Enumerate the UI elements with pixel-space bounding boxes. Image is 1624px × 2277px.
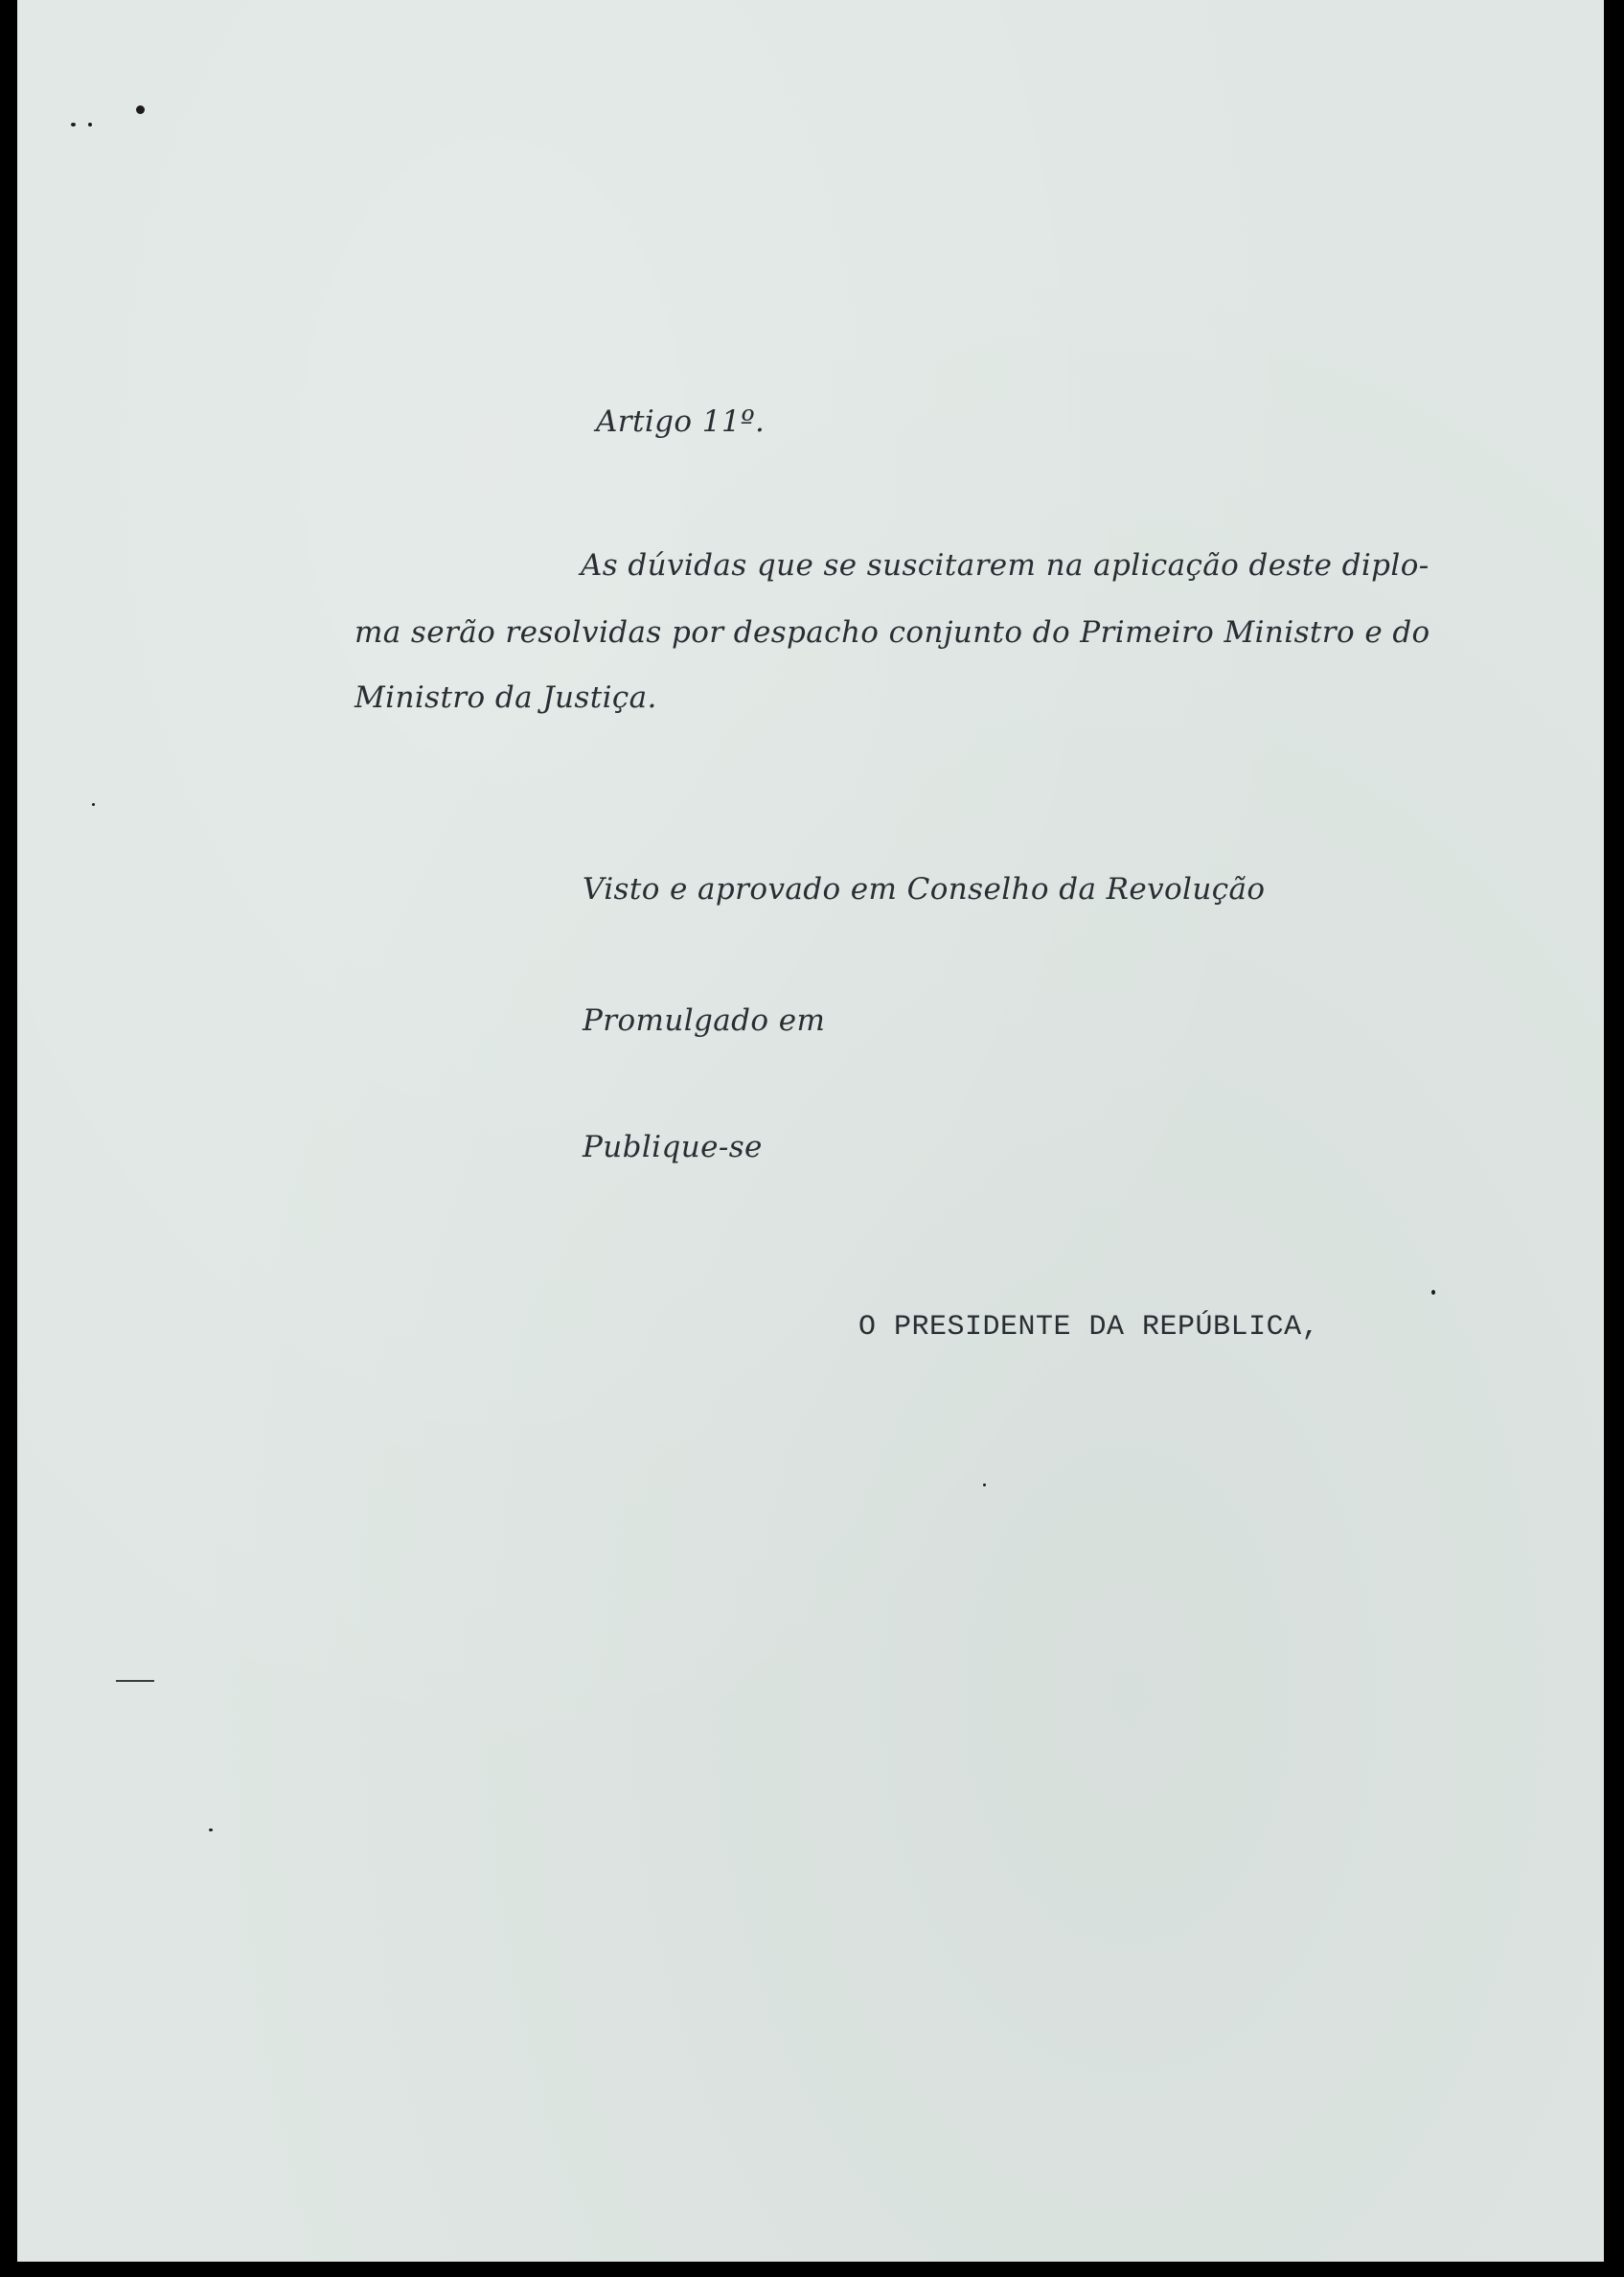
scan-border-left — [0, 0, 17, 2277]
publication-line: Publique-se — [583, 1130, 763, 1164]
scan-border-right — [1604, 0, 1624, 2277]
approval-line: Visto e aprovado em Conselho da Revolução — [583, 872, 1266, 907]
article-heading: Artigo 11º. — [596, 404, 766, 439]
scan-speck — [136, 105, 145, 114]
scan-speck — [71, 123, 76, 126]
scan-scratch — [116, 1680, 154, 1682]
scan-speck — [209, 1828, 213, 1831]
paper-sheet — [17, 0, 1604, 2262]
scan-speck — [1431, 1290, 1435, 1295]
scan-speck — [983, 1484, 986, 1486]
signatory-line: O PRESIDENTE DA REPÚBLICA, — [858, 1311, 1320, 1344]
article-body-line-1: As dúvidas que se suscitarem na aplicação deste diplo- — [581, 548, 1430, 583]
article-body-line-2: ma serão resolvidas por despacho conjunto do Primeiro Ministro e do — [355, 615, 1430, 650]
scan-speck — [88, 123, 92, 126]
scan-border-bottom — [0, 2262, 1624, 2277]
promulgation-line: Promulgado em — [583, 1003, 826, 1038]
article-body-line-3: Ministro da Justiça. — [355, 680, 657, 715]
scan-speck — [92, 803, 95, 806]
